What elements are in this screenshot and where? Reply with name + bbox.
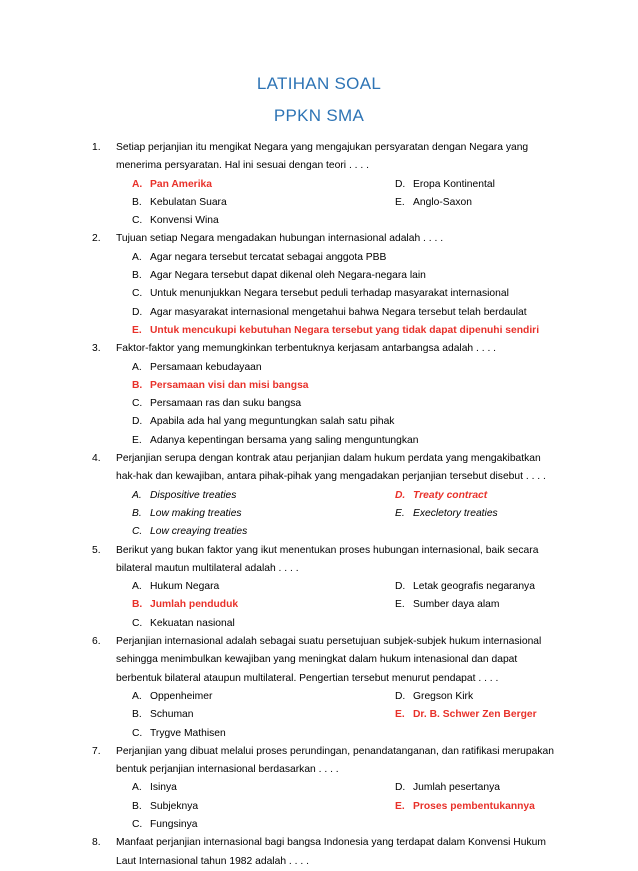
option-text: Execletory treaties	[413, 507, 498, 519]
answer-option-b	[132, 798, 395, 816]
answer-option-d	[132, 413, 394, 431]
option-text: Schuman	[150, 709, 194, 721]
option-letter: C.	[132, 398, 143, 410]
option-text: Isinya	[150, 782, 177, 794]
option-letter: E.	[395, 800, 405, 812]
question-number: 7.	[92, 745, 101, 757]
answer-option-c	[132, 615, 395, 633]
option-text: Konvensi Wina	[150, 215, 219, 227]
question-text-line: bentuk perjanjian internasional berdasarkan . . . .	[116, 764, 339, 776]
option-letter: C.	[132, 526, 143, 538]
option-letter: A.	[132, 690, 142, 702]
option-text: Dispositive treaties	[150, 489, 237, 501]
question-text	[116, 450, 572, 487]
question-3	[92, 340, 572, 450]
correct-answer-text: Dr. B. Schwer Zen Berger	[413, 709, 537, 721]
page-subtitle: PPKN SMA	[273, 106, 365, 125]
option-text: Kebulatan Suara	[150, 196, 227, 208]
question-text	[116, 834, 572, 871]
answer-option-c	[132, 395, 301, 413]
option-text: Gregson Kirk	[413, 690, 474, 702]
option-text: Sumber daya alam	[413, 599, 500, 611]
answer-option-d	[395, 176, 495, 194]
option-text: Kekuatan nasional	[150, 617, 235, 629]
option-text: Low creaying treaties	[150, 526, 248, 538]
option-letter: A.	[132, 581, 142, 593]
option-text: Fungsinya	[150, 818, 198, 830]
option-letter: A.	[132, 782, 142, 794]
question-text-line: Faktor-faktor yang memungkinkan terbentuknya kerjasam antarbangsa adalah . . . .	[116, 343, 497, 355]
answer-option-b	[132, 377, 309, 395]
option-letter: E.	[395, 196, 405, 208]
option-letter: D.	[132, 416, 143, 428]
answer-option-d	[132, 304, 527, 322]
option-letter: A.	[132, 178, 143, 190]
question-text-line: berbentuk bilateral ataupun multilateral. Pengertian tersebut menurut pendapat . . . .	[116, 672, 499, 684]
option-letter: B.	[132, 270, 142, 282]
question-text-line: Perjanjian serupa dengan kontrak atau perjanjian dalam hukum perdata yang mengakibatkan	[116, 453, 541, 465]
option-text: Anglo-Saxon	[413, 196, 472, 208]
option-letter: D.	[395, 782, 406, 794]
question-number: 3.	[92, 343, 101, 355]
option-text: Untuk menunjukkan Negara tersebut peduli terhadap masyarakat internasional	[150, 288, 509, 300]
option-letter: E.	[132, 324, 142, 336]
option-letter: D.	[395, 489, 406, 501]
option-letter: D.	[395, 178, 406, 190]
option-text: Jumlah pesertanya	[413, 782, 501, 794]
question-text-line: hak-hak dan kewajiban, antara pihak-pihak yang mengadakan perjanjian tersebut disebut . . . .	[116, 471, 546, 483]
option-letter: C.	[132, 288, 143, 300]
correct-answer-text: Pan Amerika	[150, 178, 213, 190]
answer-option-a	[132, 688, 395, 706]
question-text-line: menerima persyaratan. Hal ini sesuai dengan teori . . . .	[116, 160, 369, 172]
answer-option-b	[132, 267, 426, 285]
answer-option-e	[395, 194, 472, 212]
answer-option-b	[132, 706, 395, 724]
question-text-line: Laut Internasional tahun 1982 adalah . . . .	[116, 855, 309, 867]
option-text: Eropa Kontinental	[413, 178, 495, 190]
answer-option-c	[132, 285, 509, 303]
answer-options	[132, 359, 572, 450]
answer-option-e	[395, 706, 537, 724]
question-4	[92, 450, 572, 541]
answer-option-a	[132, 176, 395, 194]
question-number: 2.	[92, 233, 101, 245]
option-letter: B.	[132, 196, 142, 208]
question-number: 4.	[92, 453, 101, 465]
option-text: Low making treaties	[150, 507, 242, 519]
question-number: 6.	[92, 636, 101, 648]
question-6	[92, 633, 572, 743]
answer-option-a	[132, 487, 395, 505]
answer-options	[132, 779, 572, 834]
question-7	[92, 743, 572, 834]
option-letter: E.	[395, 599, 405, 611]
option-letter: B.	[132, 507, 142, 519]
answer-options	[132, 578, 572, 633]
answer-option-b	[132, 505, 395, 523]
option-letter: C.	[132, 617, 143, 629]
option-text: Agar Negara tersebut dapat dikenal oleh Negara-negara lain	[150, 270, 426, 282]
correct-answer-text: Persamaan visi dan misi bangsa	[150, 379, 309, 391]
page-title: LATIHAN SOAL	[256, 74, 382, 93]
answer-option-e	[395, 596, 499, 614]
question-1	[92, 139, 572, 230]
question-2	[92, 230, 572, 340]
answer-option-c	[132, 816, 395, 834]
question-text-line: Berikut yang bukan faktor yang ikut menentukan proses hubungan internasional, baik secara	[116, 544, 539, 556]
option-letter: E.	[395, 709, 405, 721]
question-text-line: Manfaat perjanjian internasional bagi bangsa Indonesia yang terdapat dalam Konvensi Hukum	[116, 837, 546, 849]
option-letter: B.	[132, 379, 143, 391]
answer-options	[132, 688, 572, 743]
question-text	[116, 230, 572, 248]
question-text	[116, 633, 572, 688]
option-letter: C.	[132, 727, 143, 739]
question-number: 1.	[92, 142, 101, 153]
option-letter: B.	[132, 800, 142, 812]
question-text-line: sehingga menimbulkan kewajiban yang meningkat dalam hukum intenasional dan dapat	[116, 654, 518, 666]
option-letter: A.	[132, 361, 142, 373]
answer-option-e	[132, 322, 539, 340]
question-number: 8.	[92, 837, 101, 849]
answer-option-d	[395, 487, 487, 505]
answer-option-b	[132, 194, 395, 212]
answer-option-b	[132, 596, 395, 614]
question-text	[116, 340, 572, 358]
option-letter: B.	[132, 599, 143, 611]
answer-options	[132, 249, 572, 340]
question-8	[92, 834, 572, 871]
option-letter: C.	[132, 818, 143, 830]
option-letter: C.	[132, 215, 143, 227]
answer-option-d	[395, 578, 535, 596]
answer-option-d	[395, 688, 473, 706]
question-text-line: bilateral mautun multilateral adalah . . . .	[116, 562, 299, 574]
option-letter: B.	[132, 709, 142, 721]
option-letter: E.	[395, 507, 405, 519]
question-number: 5.	[92, 544, 101, 556]
question-text-line: Perjanjian yang dibuat melalui proses perundingan, penandatanganan, dan ratifikasi merupakan	[116, 745, 554, 757]
answer-option-c	[132, 725, 395, 743]
question-text	[116, 139, 572, 176]
question-text-line: Perjanjian internasional adalah sebagai suatu persetujuan subjek-subjek hukum internasional	[116, 636, 542, 648]
answer-option-a	[132, 779, 395, 797]
option-text: Letak geografis negaranya	[413, 581, 535, 593]
answer-option-a	[132, 249, 386, 267]
answer-option-a	[132, 359, 262, 377]
question-list	[92, 139, 572, 871]
option-text: Oppenheimer	[150, 690, 213, 702]
option-text: Adanya kepentingan bersama yang saling menguntungkan	[150, 434, 419, 446]
option-letter: E.	[132, 434, 142, 446]
correct-answer-text: Proses pembentukannya	[413, 800, 535, 812]
answer-option-c	[132, 523, 395, 541]
option-text: Persamaan kebudayaan	[150, 361, 262, 373]
option-text: Trygve Mathisen	[150, 727, 226, 739]
correct-answer-text: Jumlah penduduk	[150, 599, 239, 611]
answer-option-e	[395, 798, 535, 816]
option-letter: A.	[132, 489, 142, 501]
option-letter: D.	[395, 581, 406, 593]
option-letter: A.	[132, 251, 142, 263]
answer-options	[132, 176, 572, 231]
question-text	[116, 743, 572, 780]
answer-option-e	[132, 432, 418, 450]
option-text: Apabila ada hal yang meguntungkan salah satu pihak	[150, 416, 395, 428]
answer-option-c	[132, 212, 395, 230]
question-5	[92, 542, 572, 633]
question-text-line: Setiap perjanjian itu mengikat Negara yang mengajukan persyaratan dengan Negara yang	[116, 142, 529, 153]
option-text: Subjeknya	[150, 800, 199, 812]
option-letter: D.	[395, 690, 406, 702]
answer-option-a	[132, 578, 395, 596]
option-text: Persamaan ras dan suku bangsa	[150, 398, 302, 410]
correct-answer-text: Treaty contract	[413, 489, 488, 501]
answer-options	[132, 487, 572, 542]
option-text: Agar negara tersebut tercatat sebagai anggota PBB	[150, 251, 387, 263]
question-text	[116, 542, 572, 579]
correct-answer-text: Untuk mencukupi kebutuhan Negara tersebut yang tidak dapat dipenuhi sendiri	[150, 324, 540, 336]
answer-option-e	[395, 505, 498, 523]
option-text: Hukum Negara	[150, 581, 220, 593]
answer-option-d	[395, 779, 500, 797]
option-text: Agar masyarakat internasional mengetahui bahwa Negara tersebut telah berdaulat	[150, 306, 527, 318]
option-letter: D.	[132, 306, 143, 318]
question-text-line: Tujuan setiap Negara mengadakan hubungan internasional adalah . . . .	[116, 233, 444, 245]
